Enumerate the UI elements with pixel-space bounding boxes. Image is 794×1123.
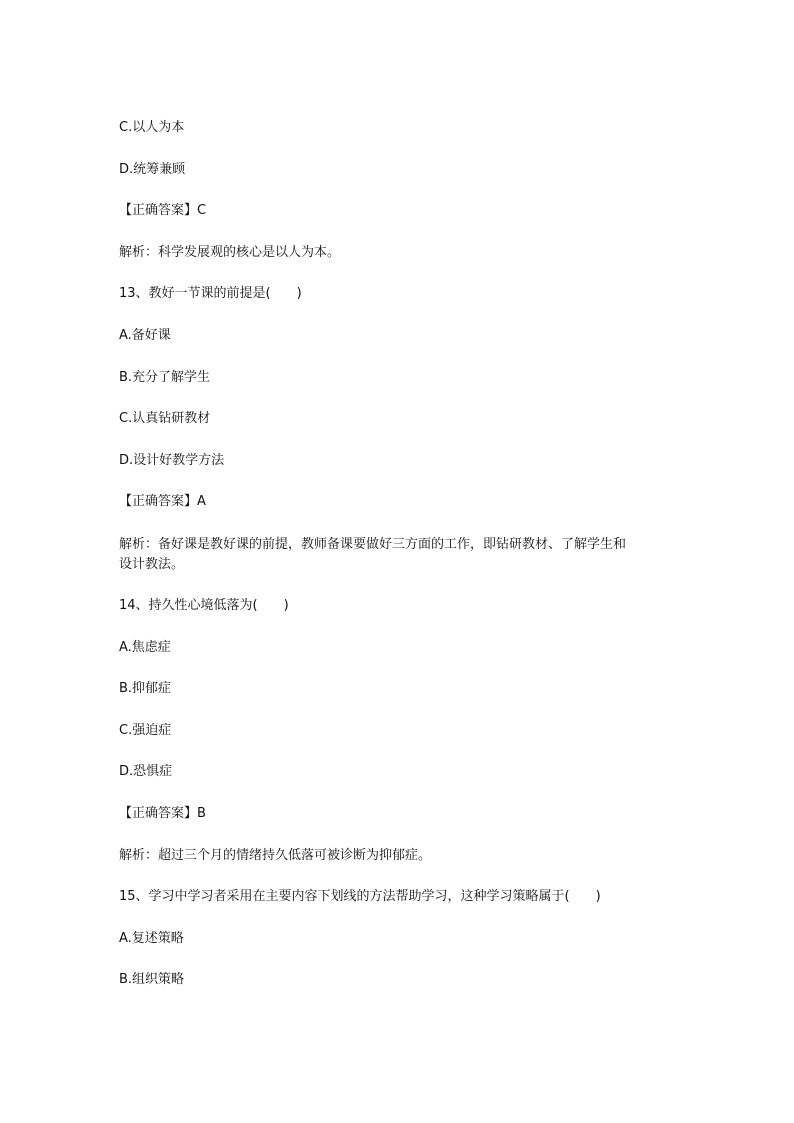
q14-answer: 【正确答案】B [119, 806, 206, 821]
q13-option-a: A.备好课 [119, 328, 171, 343]
q13-answer: 【正确答案】A [119, 494, 206, 509]
q15-option-b: B.组织策略 [119, 972, 185, 987]
q13-option-d: D.设计好教学方法 [119, 453, 225, 468]
q12-option-d: D.统筹兼顾 [119, 162, 186, 177]
q14-analysis: 解析：超过三个月的情绪持久低落可被诊断为抑郁症。 [119, 848, 432, 863]
q13-analysis-line2: 设计教法。 [119, 557, 185, 572]
q14-option-a: A.焦虑症 [119, 640, 171, 655]
q13-question: 13、教好一节课的前提是( ) [119, 286, 302, 301]
q14-option-b: B.抑郁症 [119, 681, 172, 696]
q14-option-d: D.恐惧症 [119, 764, 173, 779]
q15-question: 15、学习中学习者采用在主要内容下划线的方法帮助学习，这种学习策略属于( ) [119, 889, 601, 904]
q14-option-c: C.强迫症 [119, 723, 172, 738]
q13-analysis-line1: 解析：备好课是教好课的前提，教师备课要做好三方面的工作，即钻研教材、了解学生和 [119, 537, 627, 552]
q12-analysis: 解析：科学发展观的核心是以人为本。 [119, 245, 341, 260]
q13-option-b: B.充分了解学生 [119, 370, 211, 385]
q15-option-a: A.复述策略 [119, 931, 184, 946]
q12-answer: 【正确答案】C [119, 203, 207, 218]
q12-option-c: C.以人为本 [119, 120, 185, 135]
q14-question: 14、持久性心境低落为( ) [119, 598, 289, 613]
q13-option-c: C.认真钻研教材 [119, 411, 211, 426]
